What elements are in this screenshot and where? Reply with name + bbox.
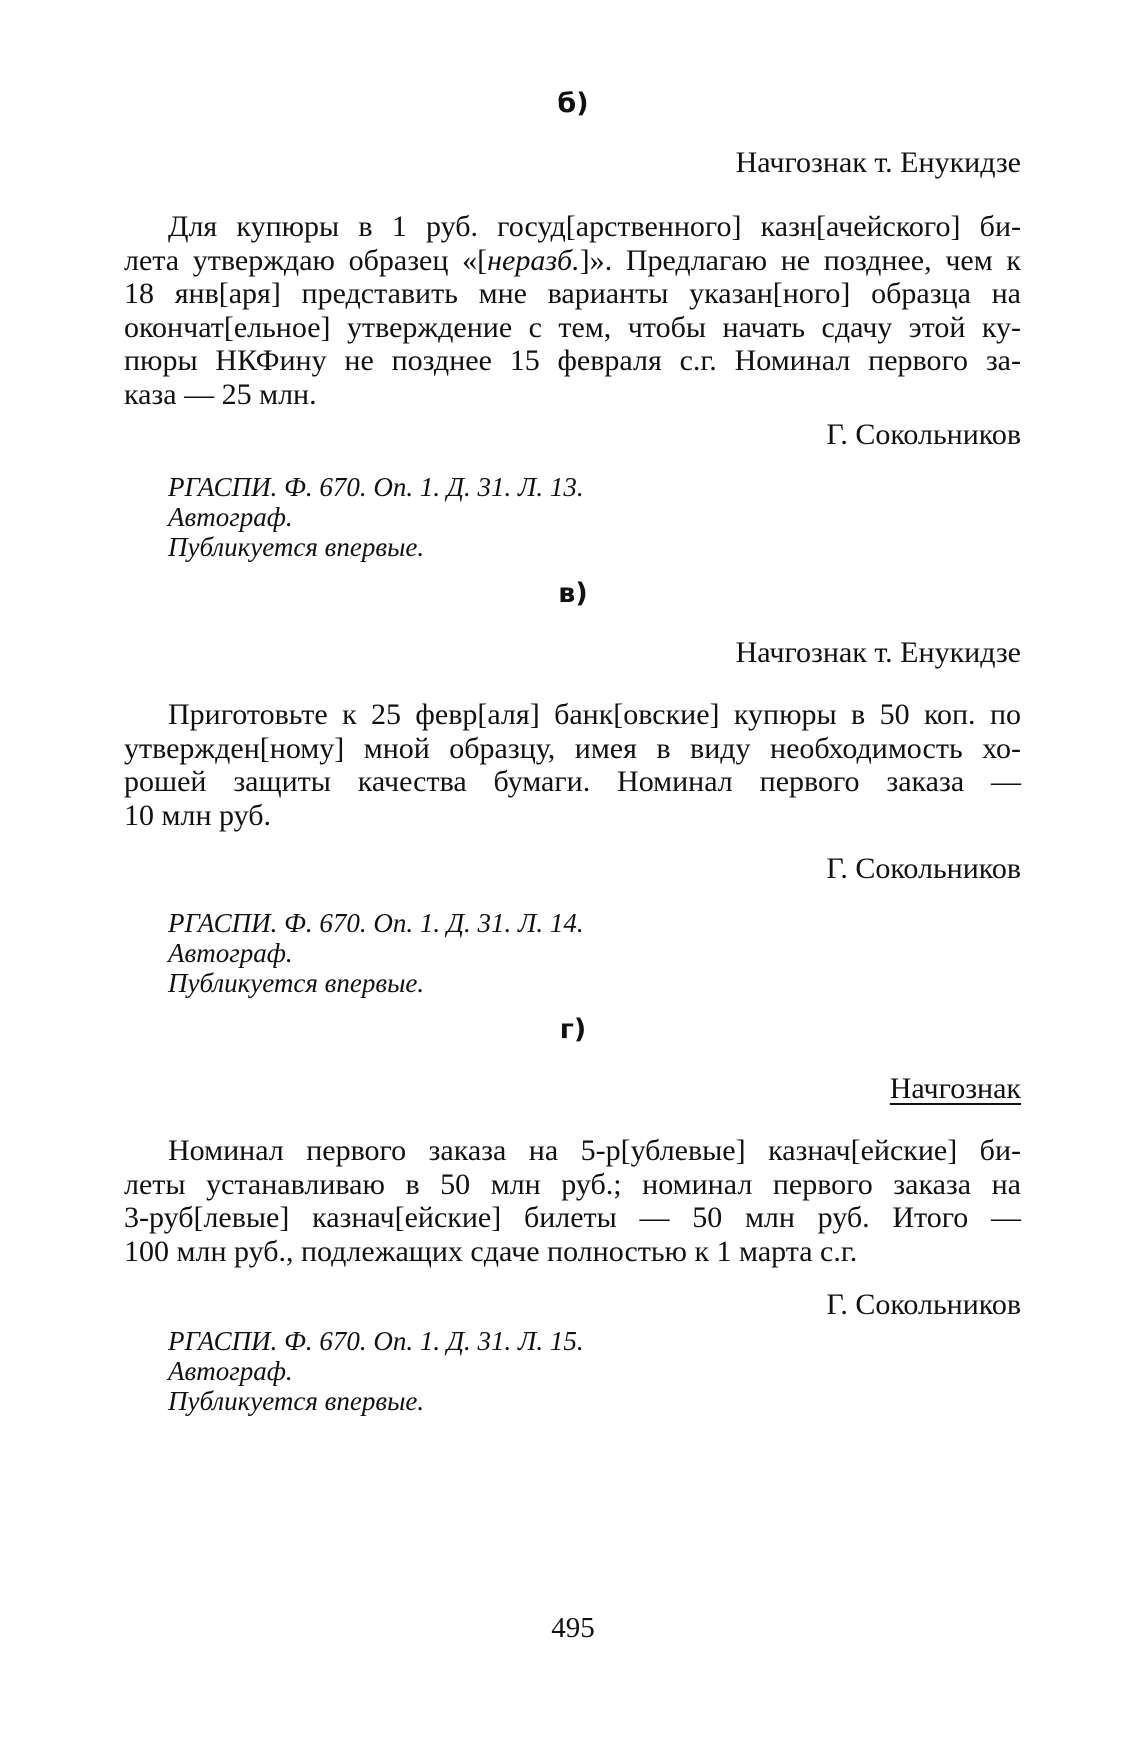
- section-letter-v: в): [558, 578, 588, 609]
- signature-v: Г. Сокольников: [826, 852, 1021, 885]
- archive-type: Автограф.: [168, 938, 293, 968]
- archive-note-g: [168, 1326, 584, 1416]
- body-line-part: ]». Предлагаю не позднее, чем к: [579, 243, 1021, 277]
- page-number: 495: [551, 1612, 595, 1644]
- body-line-part: лета утверждаю образец «[: [124, 243, 488, 277]
- archive-type: Автограф.: [168, 1356, 293, 1386]
- body-line: каза — 25 млн.: [124, 377, 317, 411]
- addressee-v: Начгознак т. Енукидзе: [735, 636, 1021, 669]
- archive-reference: РГАСПИ. Ф. 670. Оп. 1. Д. 31. Л. 15.: [168, 1326, 584, 1356]
- illegible-note: неразб.: [487, 243, 580, 277]
- addressee-g: Начгознак: [889, 1072, 1021, 1105]
- body-line: 10 млн руб.: [124, 798, 271, 832]
- archive-type: Автограф.: [168, 502, 293, 532]
- archive-note-v: [168, 908, 584, 998]
- archive-reference: РГАСПИ. Ф. 670. Оп. 1. Д. 31. Л. 13.: [168, 472, 584, 502]
- body-line: рошей защиты качества бумаги. Номинал первого заказа —: [124, 765, 1021, 798]
- archive-publication: Публикуется впервые.: [168, 1386, 425, 1416]
- archive-publication: Публикуется впервые.: [168, 532, 425, 562]
- body-line: Для купюры в 1 руб. госуд[арственного] казн[ачейского] би-: [168, 210, 1021, 243]
- body-line: 3-руб[левые] казнач[ейские] билеты — 50 млн руб. Итого —: [124, 1201, 1021, 1234]
- archive-reference: РГАСПИ. Ф. 670. Оп. 1. Д. 31. Л. 14.: [168, 908, 584, 938]
- body-text-g: [124, 1134, 1021, 1268]
- body-line: утвержден[ному] мной образцу, имея в виду необходимость хо-: [124, 731, 1021, 765]
- addressee-b: Начгознак т. Енукидзе: [735, 146, 1021, 179]
- body-text-b: [124, 210, 1021, 411]
- body-line: пюры НКФину не позднее 15 февраля с.г. Номинал первого за-: [124, 344, 1021, 377]
- signature-b: Г. Сокольников: [826, 418, 1021, 451]
- body-line: 100 млн руб., подлежащих сдаче полностью к 1 марта с.г.: [124, 1234, 858, 1268]
- body-line: леты устанавливаю в 50 млн руб.; номинал первого заказа на: [124, 1167, 1021, 1201]
- section-letter-b: б): [557, 88, 589, 119]
- body-line: [124, 244, 1021, 278]
- body-line: Приготовьте к 25 февр[аля] банк[овские] купюры в 50 коп. по: [168, 698, 1021, 731]
- body-line: Номинал первого заказа на 5-р[ублевые] казнач[ейские] би-: [168, 1134, 1021, 1167]
- archive-publication: Публикуется впервые.: [168, 968, 425, 998]
- body-line: окончат[ельное] утверждение с тем, чтобы начать сдачу этой ку-: [124, 310, 1021, 344]
- section-letter-g: г): [559, 1014, 587, 1045]
- body-text-v: [124, 698, 1021, 832]
- archive-note-b: [168, 472, 584, 562]
- body-line: 18 янв[аря] представить мне варианты указан[ного] образца на: [124, 277, 1021, 310]
- signature-g: Г. Сокольников: [826, 1288, 1021, 1321]
